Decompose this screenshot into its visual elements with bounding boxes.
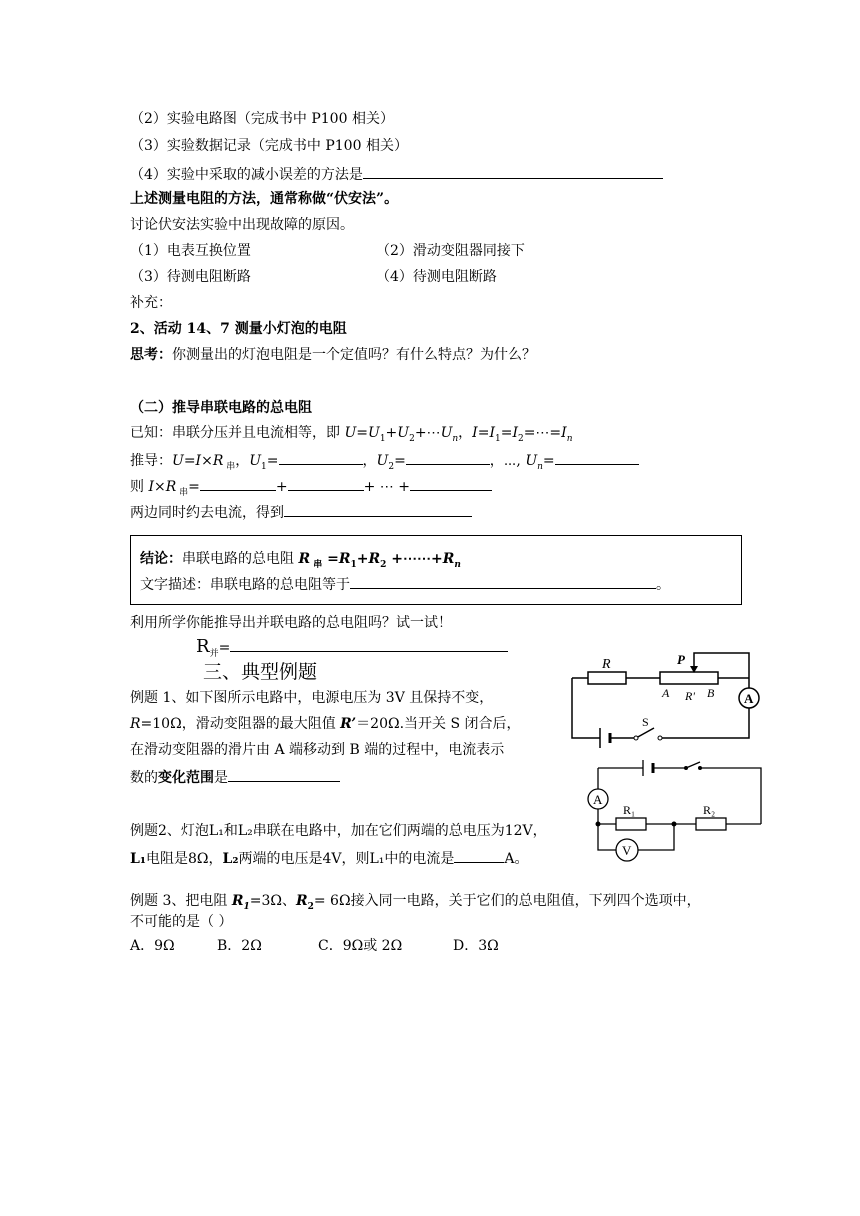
resistor-r1 [616,818,646,830]
circuit-figure-2 [586,762,776,862]
then-blank-2[interactable] [288,476,364,491]
fault-2: （2）滑动变阻器同接下 [376,243,525,259]
cancel-blank[interactable] [284,502,472,517]
ex2-answer-blank[interactable] [454,848,504,863]
un-blank[interactable] [555,450,639,465]
ammeter-2-label: A [593,792,603,807]
resistor-r [588,672,626,684]
ex1-line-3: 在滑动变阻器的滑片由 A 端移动到 B 端的过程中，电流表示 [130,742,505,758]
rheostat [660,672,718,684]
conclusion-box [130,535,742,605]
label-p: P [677,652,685,667]
label-r2: R₂ [703,803,716,817]
derive-known: 已知：串联分压并且电流相等，即 $U=U_1+U_2+\cdots U_n$，$I=I_1=I_2=\cdots=I_n$ [130,425,573,444]
fault-1: （1）电表互换位置 [130,243,251,259]
label-b-end: B [707,686,715,700]
derive-cancel: 两边同时约去电流，得到 [130,502,472,522]
label-a-end: A [662,686,670,700]
u1-blank[interactable] [279,450,363,465]
conclusion-blank[interactable] [350,574,656,589]
fault-4: （4）待测电阻断路 [376,269,497,285]
derive-push: 推导：U=I×R $_串$，$U_1=$ ，$U_2=$ ，⋯, $U_n=$ [130,450,639,470]
ex3-option-c[interactable]: C．9Ω或 2Ω [318,938,403,954]
label-r-prime: R' [685,689,695,703]
ammeter-1-label: A [744,691,754,706]
ex3-line-1: 例题 3、把电阻 $R_1=3\Omega$、$R_2= 6\Omega$接入同一电路，关于它们的总电阻值，下列四个选项中， [130,893,701,912]
ex1-line-2: R=10Ω，滑动变阻器的最大阻值 R’＝20Ω.当开关 S 闭合后， [130,716,521,732]
ex3-line-2: 不可能的是（ ） [130,914,233,930]
line-voltammeter-method: 上述测量电阻的方法，通常称做“伏安法”。 [130,191,399,207]
conclusion-formula: 结论：串联电路的总电阻 R $_串 =R_1+R_2$ $+\cdots\cdots+R_n$ [140,551,461,570]
error-method-blank[interactable] [363,164,663,179]
ex3-option-b[interactable]: B．2Ω [217,938,262,954]
circuit-figure-1 [566,650,766,750]
line-supplement: 补充： [130,295,172,311]
ex3-option-d[interactable]: D．3Ω [453,938,499,954]
ex3-option-a[interactable]: A．9Ω [130,938,175,954]
section-title: 三、典型例题 [203,661,318,683]
line-fault-discussion: 讨论伏安法实验中出现故障的原因。 [130,217,354,233]
u2-blank[interactable] [406,450,490,465]
voltmeter-label: V [622,843,632,858]
line-data-record: （3）实验数据记录（完成书中 P100 相关） [130,138,408,154]
ex1-line-1: 例题 1、如下图所示电路中，电源电压为 3V 且保持不变， [130,690,494,706]
ex2-line-2: L₁电阻是8Ω，L₂两端的电压是4V，则L₁中的电流是 A。 [130,848,529,868]
line-circuit-diagram: （2）实验电路图（完成书中 P100 相关） [130,111,394,127]
parallel-prompt: 利用所学你能推导出并联电路的总电阻吗？试一试！ [130,615,452,631]
derive-then: 则 I×R $_串$= + + ⋯ + [130,476,492,496]
ex2-line-1: 例题2、灯泡L₁和L₂串联在电路中，加在它们两端的总电压为12V， [130,823,547,839]
parallel-formula: $R_并=$ [196,637,508,657]
parallel-blank[interactable] [230,637,508,652]
then-blank-1[interactable] [200,476,276,491]
label-r1: R₁ [623,803,636,817]
then-blank-3[interactable] [410,476,492,491]
resistor-r2 [696,818,726,830]
fault-3: （3）待测电阻断路 [130,269,251,285]
label-r: R [602,657,611,672]
ex1-answer-blank[interactable] [228,767,340,782]
conclusion-desc: 文字描述：串联电路的总电阻等于 。 [140,574,670,594]
line-think: 思考：你测量出的灯泡电阻是一个定值吗？有什么特点？为什么？ [130,347,536,363]
activity-heading: 2、活动 14、7 测量小灯泡的电阻 [130,321,347,337]
ex1-line-4: 数的变化范围是 [130,767,340,787]
label-switch: S [642,715,649,729]
line-error-method: （4）实验中采取的减小误差的方法是 [130,164,663,184]
derive-title: （二）推导串联电路的总电阻 [130,400,312,416]
